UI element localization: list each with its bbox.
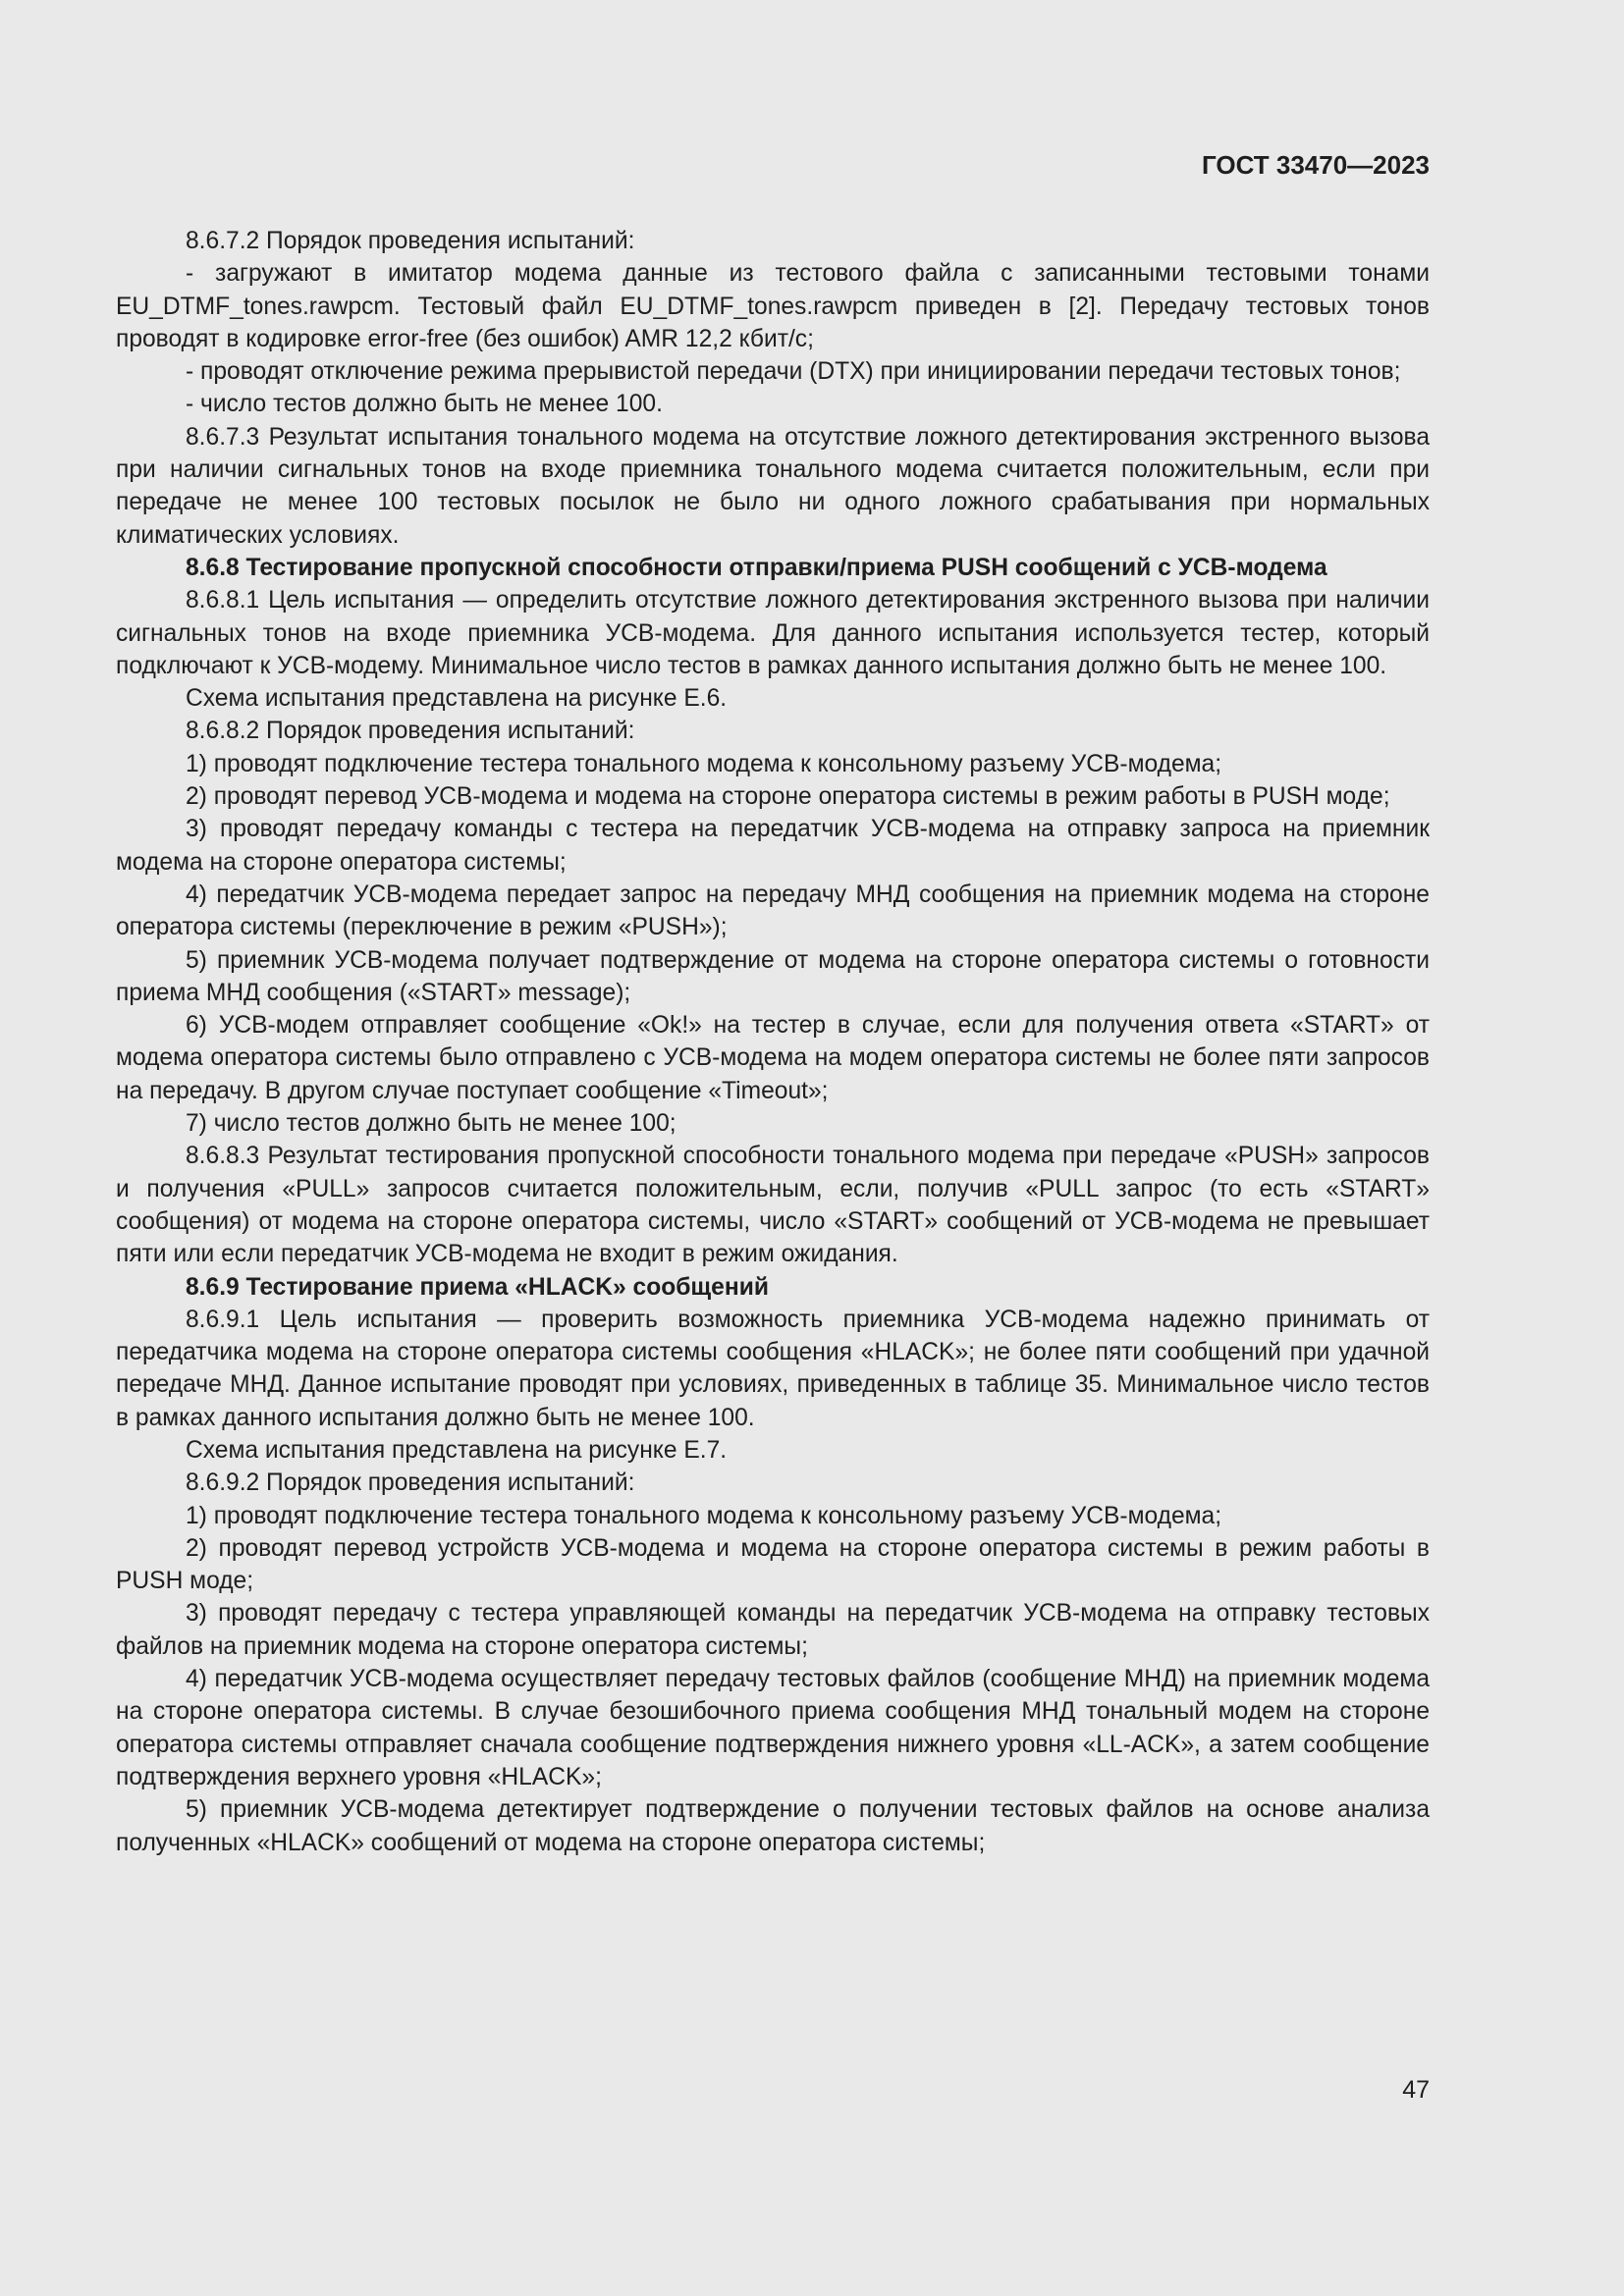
paragraph: 8.6.9.1 Цель испытания — проверить возможность приемника УСВ-модема надежно принимать от передатчика модема на стороне оператора системы сообщения «HLACK»; не более пяти сообщений при удачной передаче МНД. Данное испытание проводят при условиях, приведенных в таблице 35. Минимальное число тестов в рамках данного испытания должно быть не менее 100.: [116, 1306, 1430, 1431]
section-heading: 8.6.8 Тестирование пропускной способности отправки/приема PUSH сообщений с УСВ-модема: [186, 554, 1327, 581]
paragraph: 8.6.8.1 Цель испытания — определить отсутствие ложного детектирования экстренного вызова при наличии сигнальных тонов на входе приемника УСВ-модема. Для данного испытания используется тестер, который подключают к УСВ-модему. Минимальное число тестов в рамках данного испытания должно быть не менее 100.: [116, 587, 1430, 679]
paragraph: 8.6.8.3 Результат тестирования пропускной способности тонального модема при передаче «PUSH» запросов и получения «PULL» запросов считается положительным, если, получив «PULL запрос (то есть «START» сообщения) от модема на стороне оператора системы, число «START» сообщений от УСВ-модема не превышает пяти или если передатчик УСВ-модема не входит в режим ожидания.: [116, 1143, 1430, 1268]
paragraph: 2) проводят перевод устройств УСВ-модема и модема на стороне оператора системы в режим работы в PUSH моде;: [116, 1534, 1430, 1595]
paragraph: Схема испытания представлена на рисунке Е.6.: [186, 685, 728, 713]
paragraph: 1) проводят подключение тестера тонального модема к консольному разъему УСВ-модема;: [186, 750, 1222, 777]
page-number: 47: [1402, 2076, 1430, 2104]
document-body: [116, 225, 1430, 1859]
paragraph: 8.6.9.2 Порядок проведения испытаний:: [186, 1469, 635, 1497]
paragraph: 4) передатчик УСВ-модема передает запрос на передачу МНД сообщения на приемник модема на стороне оператора системы (переключение в режим «PUSH»);: [116, 881, 1430, 941]
paragraph: 6) УСВ-модем отправляет сообщение «Ok!» на тестер в случае, если для получения ответа «START» от модема оператора системы было отправлено с УСВ-модема на модем оператора системы не более пяти запросов на передачу. В другом случае поступает сообщение «Timeout»;: [116, 1012, 1430, 1104]
paragraph: 2) проводят перевод УСВ-модема и модема на стороне оператора системы в режим работы в PUSH моде;: [186, 783, 1390, 811]
paragraph: 8.6.7.3 Результат испытания тонального модема на отсутствие ложного детектирования экстренного вызова при наличии сигнальных тонов на входе приемника тонального модема считается положительным, если при передаче не менее 100 тестовых посылок не было ни одного ложного срабатывания при нормальных климатических условиях.: [116, 423, 1430, 549]
paragraph: 1) проводят подключение тестера тонального модема к консольному разъему УСВ-модема;: [186, 1502, 1222, 1529]
paragraph: Схема испытания представлена на рисунке Е.7.: [186, 1436, 728, 1464]
document-header: ГОСТ 33470—2023: [1202, 150, 1430, 180]
paragraph: 8.6.7.2 Порядок проведения испытаний:: [186, 228, 635, 254]
paragraph: 3) проводят передачу с тестера управляющей команды на передатчик УСВ-модема на отправку тестовых файлов на приемник модема на стороне оператора системы;: [116, 1600, 1430, 1660]
paragraph: 7) число тестов должно быть не менее 100;: [186, 1110, 677, 1138]
paragraph: 5) приемник УСВ-модема получает подтверждение от модема на стороне оператора системы о готовности приема МНД сообщения («START» message);: [116, 946, 1430, 1006]
paragraph: 5) приемник УСВ-модема детектирует подтверждение о получении тестовых файлов на основе анализа полученных «HLACK» сообщений от модема на стороне оператора системы;: [116, 1796, 1430, 1856]
paragraph: 8.6.8.2 Порядок проведения испытаний:: [186, 718, 635, 745]
paragraph: - число тестов должно быть не менее 100.: [186, 391, 663, 418]
paragraph: 3) проводят передачу команды с тестера на передатчик УСВ-модема на отправку запроса на приемник модема на стороне оператора системы;: [116, 816, 1430, 876]
section-heading: 8.6.9 Тестирование приема «HLACK» сообщений: [186, 1273, 769, 1301]
paragraph: 4) передатчик УСВ-модема осуществляет передачу тестовых файлов (сообщение МНД) на приемник модема на стороне оператора системы. В случае безошибочного приема сообщения МНД тональный модем на стороне оператора системы отправляет сначала сообщение подтверждения нижнего уровня «LL-ACK», а затем сообщение подтверждения верхнего уровня «HLACK»;: [116, 1666, 1430, 1790]
paragraph: - загружают в имитатор модема данные из тестового файла с записанными тестовыми тонами EU_DTMF_tones.rawpcm. Тестовый файл EU_DTMF_tones.rawpcm приведен в [2]. Передачу тестовых тонов проводят в кодировке error-free (без ошибок) AMR 12,2 кбит/с;: [116, 260, 1430, 352]
paragraph: - проводят отключение режима прерывистой передачи (DTX) при инициировании передачи тестовых тонов;: [186, 358, 1401, 386]
